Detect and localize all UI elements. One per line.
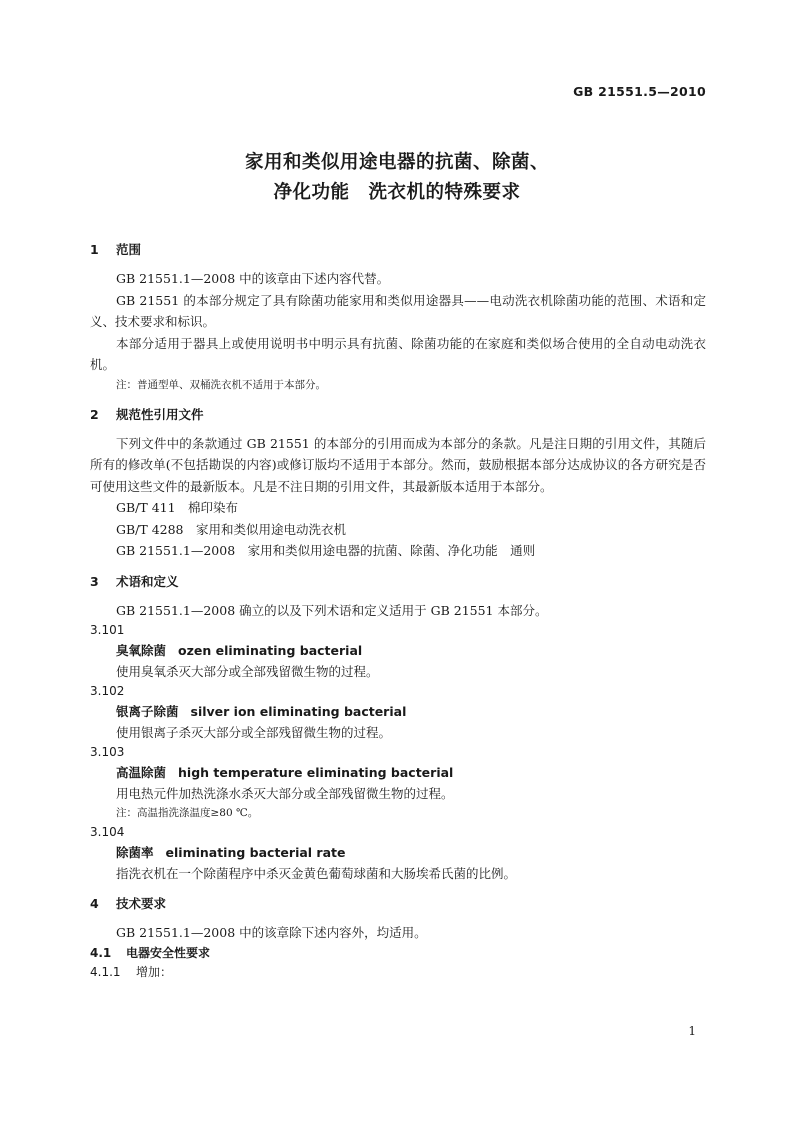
subclause-heading (90, 963, 706, 982)
term-chinese: 高温除菌 (116, 765, 167, 780)
section-number: 3 (90, 573, 99, 589)
term-english: high temperature eliminating bacterial (178, 765, 454, 780)
paragraph: 下列文件中的条款通过 GB 21551 的本部分的引用而成为本部分的条款。凡是注日期的引用文件，其随后所有的修改单(不包括勘误的内容)或修订版均不适用于本部分。然而，鼓励根据本部分达成协议的各方研究是否可使用这些文件的最新版本。凡是不注日期的引用文件，其最新版本适用于本部分。 (90, 435, 706, 494)
section-title: 术语和定义 (116, 573, 179, 589)
section-heading-3 (90, 572, 706, 592)
subclause-number: 4.1 (90, 945, 112, 960)
section-number: 1 (90, 242, 99, 257)
paragraph: 本部分适用于器具上或使用说明书中明示具有抗菌、除菌功能的在家庭和类似场合使用的全自动电动洗衣机。 (90, 335, 706, 372)
term-english: ozen eliminating bacterial (178, 643, 363, 658)
term-definition: 指洗衣机在一个除菌程序中杀灭金黄色葡萄球菌和大肠埃希氏菌的比例。 (116, 866, 517, 881)
term-number: 3.102 (90, 684, 125, 698)
section-heading-4 (90, 894, 706, 914)
term-number: 3.104 (90, 825, 125, 839)
term-english: silver ion eliminating bacterial (190, 704, 407, 719)
title-line-2: 净化功能 洗衣机的特殊要求 (273, 182, 521, 203)
paragraph: GB 21551.1—2008 确立的以及下列术语和定义适用于 GB 21551 本部分。 (116, 602, 548, 618)
term-chinese: 除菌率 (116, 845, 154, 860)
term-heading (90, 701, 706, 722)
standard-number: GB 21551.5—2010 (573, 84, 706, 99)
title-line-1: 家用和类似用途电器的抗菌、除菌、 (244, 152, 549, 173)
subclause-title: 增加： (136, 964, 173, 979)
term-chinese: 银离子除菌 (116, 704, 179, 719)
section-title: 技术要求 (116, 896, 167, 911)
paragraph: GB 21551 的本部分规定了具有除菌功能家用和类似用途器具——电动洗衣机除菌功能的范围、术语和定义、技术要求和标识。 (90, 292, 706, 329)
note: 注：高温指洗涤温度≥80 ℃。 (116, 807, 259, 819)
term-definition: 使用臭氧杀灭大部分或全部残留微生物的过程。 (116, 664, 379, 679)
section-number: 2 (90, 406, 99, 422)
subclause-title: 电器安全性要求 (126, 945, 211, 960)
subclause-number: 4.1.1 (90, 964, 121, 979)
paragraph: GB 21551.1—2008 中的该章除下述内容外，均适用。 (116, 925, 427, 940)
section-title: 范围 (116, 242, 142, 257)
term-number: 3.103 (90, 745, 125, 759)
subclause-heading (90, 944, 706, 963)
term-definition: 使用银离子杀灭大部分或全部残留微生物的过程。 (116, 725, 392, 740)
paragraph: GB 21551.1—2008 中的该章由下述内容代替。 (116, 271, 390, 286)
page-number: 1 (688, 1024, 696, 1038)
section-heading-1 (90, 240, 706, 260)
reference-item: GB 21551.1—2008 家用和类似用途电器的抗菌、除菌、净化功能 通则 (116, 543, 536, 558)
term-definition: 用电热元件加热洗涤水杀灭大部分或全部残留微生物的过程。 (116, 786, 454, 801)
document-body (90, 240, 706, 982)
reference-item: GB/T 411 棉印染布 (116, 500, 239, 515)
term-heading (90, 762, 706, 783)
section-heading-2 (90, 405, 706, 425)
section-title: 规范性引用文件 (116, 406, 204, 422)
term-heading (90, 842, 706, 863)
term-number: 3.101 (90, 623, 125, 637)
note: 注：普通型单、双桶洗衣机不适用于本部分。 (116, 378, 326, 391)
reference-item: GB/T 4288 家用和类似用途电动洗衣机 (116, 521, 347, 537)
term-heading (90, 640, 706, 661)
term-chinese: 臭氧除菌 (116, 643, 167, 658)
document-title (0, 148, 794, 208)
section-number: 4 (90, 896, 99, 911)
term-english: eliminating bacterial rate (165, 845, 346, 860)
